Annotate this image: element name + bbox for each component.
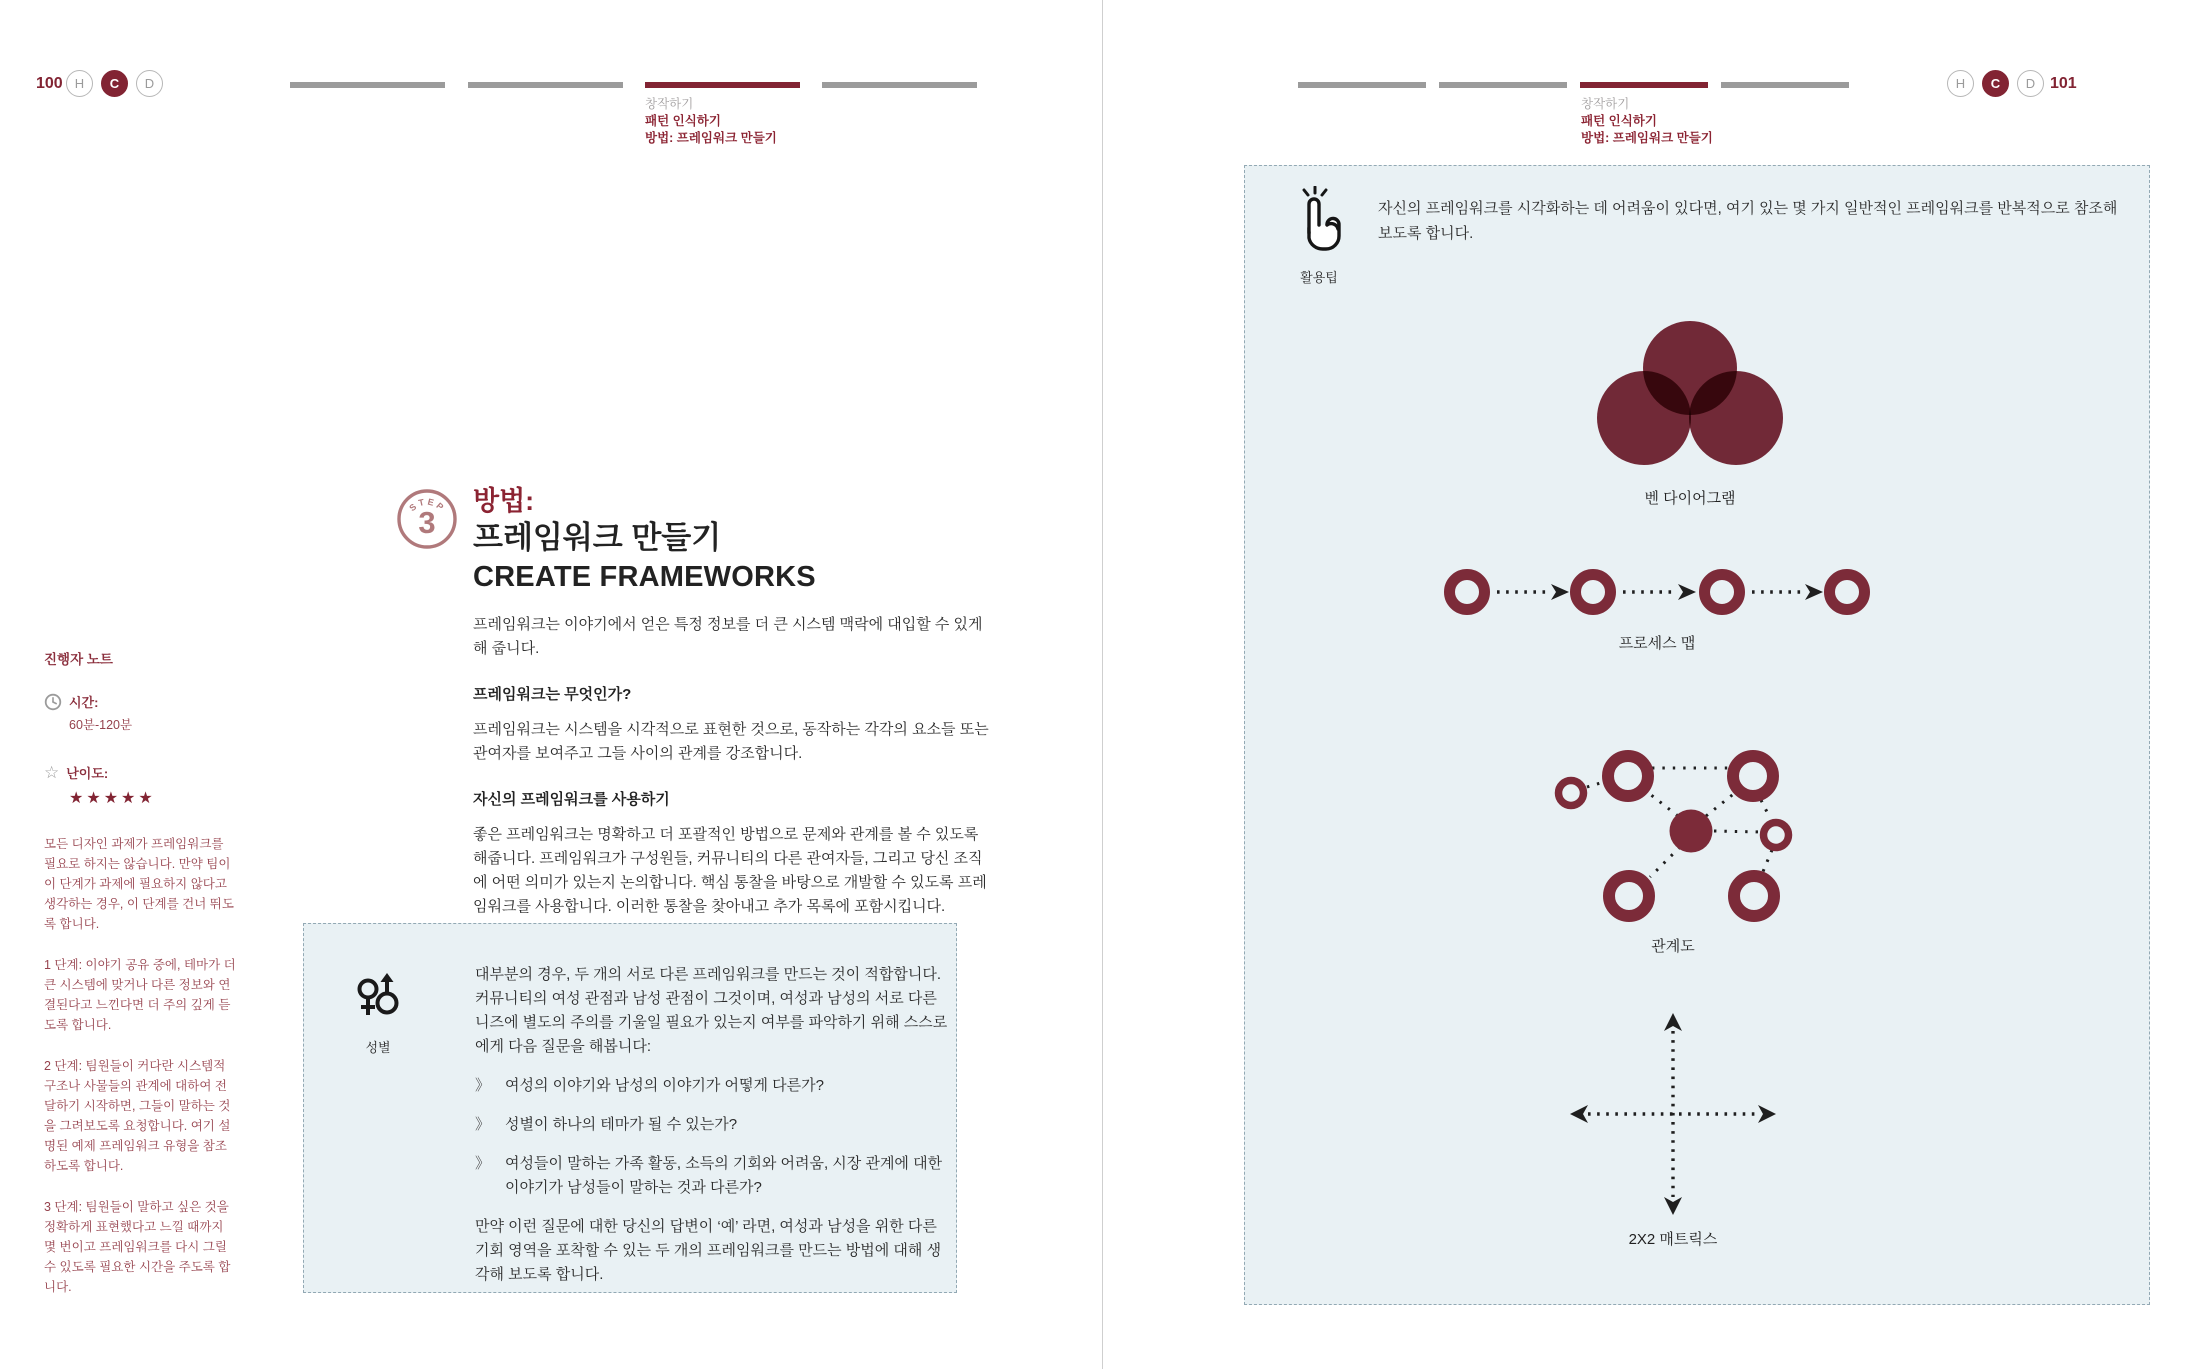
gender-icon-label: 성별 [365, 1040, 391, 1055]
pointing-hand-icon [1290, 186, 1348, 252]
method-article [473, 486, 995, 919]
step-number: 3 [418, 505, 436, 540]
tip-text: 자신의 프레임워크를 시각화하는 데 어려움이 있다면, 여기 있는 몇 가지 일반적인 프레임워크를 반복적으로 참조해 보도록 합니다. [1378, 200, 2118, 242]
breadcrumb-phase: 창작하기 [645, 97, 694, 111]
question-item [475, 1074, 953, 1098]
step-badge [396, 488, 458, 555]
hcd-badge-d: D [136, 70, 163, 97]
hcd-badge-c: C [1982, 70, 2009, 97]
hcd-phase-indicator-right [1947, 70, 2044, 97]
progress-bar [1439, 82, 1567, 88]
difficulty-rating: ★★★★★ [69, 790, 156, 807]
breadcrumb-method: 방법: 프레임워크 만들기 [645, 131, 777, 145]
method-title-korean: 프레임워크 만들기 [473, 520, 722, 556]
bullet-marker: 》 [475, 1116, 491, 1133]
note-paragraph: 모든 디자인 과제가 프레임워크를 필요로 하지는 않습니다. 만약 팀이 이 단계가 과제에 필요하지 않다고 생각하는 경우, 이 단계를 건너 뛰도록 합니다. [44, 837, 234, 931]
breadcrumb-phase: 창작하기 [1581, 97, 1630, 111]
step-word: STEP [407, 496, 448, 514]
process-map-label: 프로세스 맵 [1618, 635, 1696, 652]
right-page-number: 101 [2050, 75, 2077, 92]
tip-icon-block [1286, 186, 1352, 286]
facilitator-notes-title: 진행자 노트 [44, 652, 113, 667]
time-label: 시간: [69, 695, 99, 710]
relationship-center-node [1670, 810, 1713, 853]
gender-callout-text [475, 963, 953, 1287]
venn-diagram-label: 벤 다이어그램 [1644, 490, 1736, 507]
breadcrumb [1581, 96, 1713, 147]
progress-bar [468, 82, 623, 88]
tip-icon-label: 활용팁 [1300, 270, 1338, 285]
section-heading: 프레임워크는 무엇인가? [473, 686, 632, 704]
venn-diagram [1595, 318, 1785, 468]
breadcrumb [645, 96, 777, 147]
gender-icon-block [348, 972, 408, 1056]
relationship-diagram-label: 관계도 [1651, 938, 1695, 955]
male-arrow [381, 973, 394, 982]
hcd-badge-c: C [101, 70, 128, 97]
question-item [475, 1152, 953, 1200]
intro-paragraph: 프레임워크는 이야기에서 얻은 특정 정보를 더 큰 시스템 맥락에 대입할 수 있게 해 줍니다. [473, 616, 983, 658]
relationship-diagram [1540, 730, 1810, 930]
question-text: 여성들이 말하는 가족 활동, 소득의 기회와 어려움, 시장 관계에 대한 이야기가 남성들이 말하는 것과 다른가? [505, 1155, 943, 1196]
facilitator-notes [44, 648, 239, 1297]
method-title-english: CREATE FRAMEWORKS [473, 561, 816, 594]
matrix-diagram-label: 2X2 매트릭스 [1628, 1231, 1718, 1248]
progress-bar [290, 82, 445, 88]
section-body: 프레임워크는 시스템을 시각적으로 표현한 것으로, 동작하는 각각의 요소들 또는 관여자를 보여주고 그들 사이의 관계를 강조합니다. [473, 721, 989, 763]
section-heading: 자신의 프레임워크를 사용하기 [473, 791, 670, 809]
2x2-matrix-diagram [1560, 1005, 1786, 1225]
gender-outro: 만약 이런 질문에 대한 당신의 답변이 ‘예’ 라면, 여성과 남성을 위한 다른 기회 영역을 포착할 수 있는 두 개의 프레임워크를 만드는 방법에 대해 생각해 보도록 합니다. [475, 1218, 942, 1283]
breadcrumb-section: 패턴 인식하기 [1581, 114, 1657, 128]
process-map-diagram [1435, 565, 1895, 625]
note-paragraph: 3 단계: 팀원들이 말하고 싶은 것을 정확하게 표현했다고 느낄 때까지 몇 번이고 프레임워크를 다시 그릴 수 있도록 필요한 시간을 주도록 합니다. [44, 1200, 231, 1294]
time-value: 60분-120분 [69, 718, 133, 732]
left-page-number: 100 [36, 75, 63, 92]
hcd-badge-h: H [66, 70, 93, 97]
note-paragraph: 2 단계: 팀원들이 커다란 시스템적 구조나 사물들의 관계에 대하여 전달하기 시작하면, 그들이 말하는 것을 그려보도록 요청합니다. 여기 설명된 예제 프레임워크 유형을 참조하도록 합니다. [44, 1059, 231, 1173]
progress-bar-active [1580, 82, 1708, 88]
section-body: 좋은 프레임워크는 명확하고 더 포괄적인 방법으로 문제와 관계를 볼 수 있도록 해줍니다. 프레임워크가 구성원들, 커뮤니티의 다른 관여자들, 그리고 당신 조직에 어떤 의미가 있는지 논의합니다. 핵심 통찰을 바탕으로 개발할 수 있도록 프레임워크를 사용합니다. 이러한 통찰을 찾아내고 추가 목록에 포함시킵니다. [473, 826, 987, 916]
breadcrumb-method: 방법: 프레임워크 만들기 [1581, 131, 1713, 145]
progress-bar [1298, 82, 1426, 88]
star-outline-icon: ☆ [44, 763, 60, 782]
gender-icon [354, 972, 402, 1024]
method-kicker: 방법: [473, 486, 535, 516]
hcd-badge-h: H [1947, 70, 1974, 97]
bullet-marker: 》 [475, 1077, 491, 1094]
clock-icon [44, 693, 62, 711]
breadcrumb-section: 패턴 인식하기 [645, 114, 721, 128]
gender-intro: 대부분의 경우, 두 개의 서로 다른 프레임워크를 만드는 것이 적합합니다. 커뮤니티의 여성 관점과 남성 관점이 그것이며, 여성과 남성의 서로 다른 니즈에 별도의 주의를 기울일 필요가 있는지 여부를 파악하기 위해 스스로에게 다음 질문을 해봅니다: [475, 966, 948, 1055]
progress-bar [1721, 82, 1849, 88]
progress-bar [822, 82, 977, 88]
question-item [475, 1113, 953, 1137]
bullet-marker: 》 [475, 1155, 491, 1172]
note-paragraph: 1 단계: 이야기 공유 중에, 테마가 더 큰 시스템에 맞거나 다른 정보와 연결된다고 느낀다면 더 주의 깊게 듣도록 합니다. [44, 958, 236, 1032]
difficulty-label: 난이도: [66, 766, 109, 781]
progress-bar-active [645, 82, 800, 88]
hcd-badge-d: D [2017, 70, 2044, 97]
question-text: 성별이 하나의 테마가 될 수 있는가? [505, 1116, 738, 1133]
page-spine-divider [1102, 0, 1103, 1369]
question-text: 여성의 이야기와 남성의 이야기가 어떻게 다른가? [505, 1077, 824, 1094]
hcd-phase-indicator-left [66, 70, 163, 97]
